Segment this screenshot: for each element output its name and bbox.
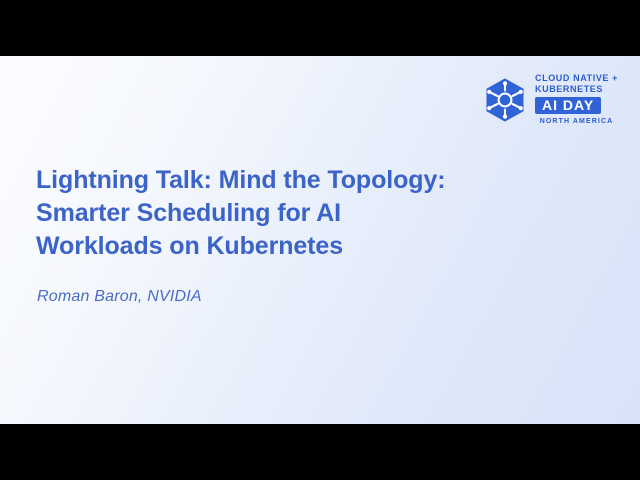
- logo-line-region: NORTH AMERICA: [539, 118, 614, 125]
- slide-title: [36, 164, 576, 263]
- event-logo-text: [535, 74, 618, 125]
- letterbox-bottom: [0, 424, 640, 480]
- kubernetes-helm-icon: [483, 77, 527, 123]
- event-logo: [483, 74, 618, 125]
- logo-line-cloud-native: CLOUD NATIVE +: [535, 73, 618, 83]
- slide-title-line-1: Lightning Talk: Mind the Topology:: [36, 166, 446, 194]
- slide-title-line-2: Smarter Scheduling for AI: [36, 199, 341, 227]
- presentation-slide: [0, 56, 640, 424]
- slide-title-line-3: Workloads on Kubernetes: [36, 232, 344, 260]
- logo-badge-ai-day: AI DAY: [535, 97, 601, 114]
- letterbox-top: [0, 0, 640, 56]
- logo-line-kubernetes: KUBERNETES: [535, 84, 604, 94]
- slide-speaker: Roman Baron, NVIDIA: [37, 288, 202, 305]
